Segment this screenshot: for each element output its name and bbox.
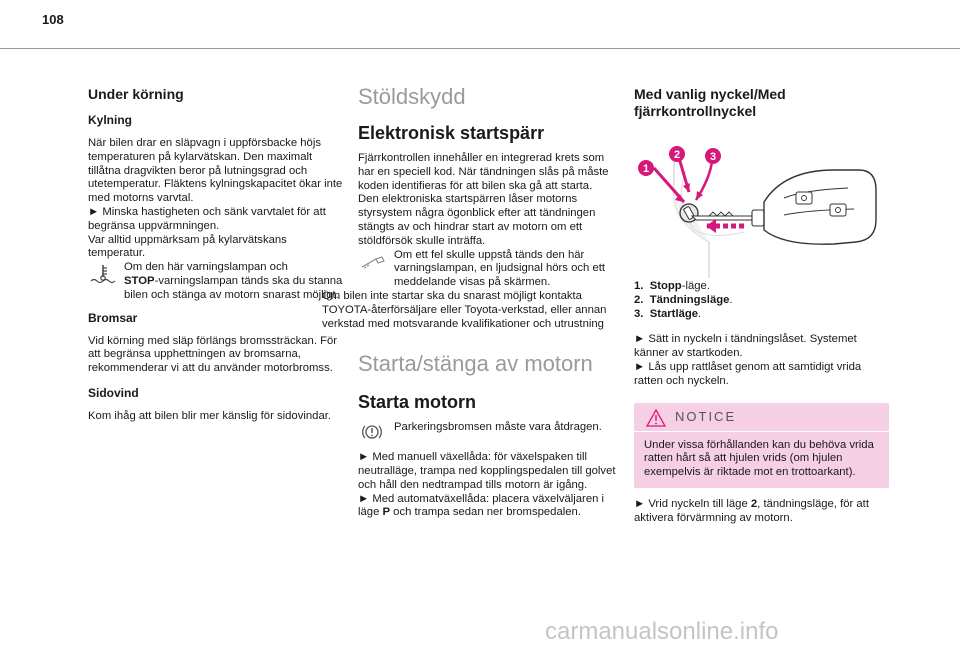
section-title-immobiliser: Elektronisk startspärr bbox=[358, 123, 545, 143]
crosswind-paragraph: Kom ihåg att bilen blir mer känslig för sidovindar. bbox=[88, 409, 331, 422]
coolant-temperature-icon bbox=[88, 263, 118, 285]
notice-title: NOTICE bbox=[675, 408, 737, 424]
subtitle-crosswind: Sidovind bbox=[88, 385, 139, 400]
ignition-key-diagram bbox=[634, 130, 884, 280]
diagram-label-2: 2 bbox=[673, 149, 681, 161]
diagram-label-1: 1 bbox=[642, 163, 650, 175]
coolant-warning-text-cont: -varningslampan tänds ska du stanna bilen och stänga av motorn snarast möjligt. bbox=[124, 274, 343, 301]
unlock-steering-text: ► Lås upp rattlåset genom att samtidigt vrida ratten och nyckeln. bbox=[634, 360, 862, 387]
column-right bbox=[634, 60, 889, 526]
watermark[interactable]: carmanualsonline.info bbox=[545, 618, 779, 645]
turn-key-b: , tändningsläge, för att aktivera förvärmning av motorn. bbox=[634, 497, 869, 524]
key-warning-icon bbox=[358, 251, 388, 273]
stop-label: STOP bbox=[124, 274, 155, 287]
warning-triangle-icon bbox=[646, 409, 666, 427]
section-title-driving: Under körning bbox=[88, 86, 184, 102]
list-item: 1. Stopp-läge. bbox=[634, 280, 710, 292]
notice-box bbox=[634, 403, 889, 488]
header-divider bbox=[0, 48, 960, 49]
chapter-title-antitheft: Stöldskydd bbox=[358, 84, 466, 109]
key-position-list bbox=[634, 280, 889, 321]
turn-key-a: ► Vrid nyckeln till läge bbox=[634, 497, 751, 510]
automatic-text-cont: och trampa sedan ner bromspedalen. bbox=[390, 506, 581, 519]
diagram-label-3: 3 bbox=[709, 151, 717, 163]
immobiliser-paragraph-2: Den elektroniska startspärren låser motorns styrsystem några ögonblick efter att tändningen stängts av och hindrar start av motorn om ett stöldförsök skulle inträffa. bbox=[358, 193, 596, 247]
automatic-text: ► Med automatväxellåda: placera växelväljaren i läge bbox=[358, 492, 605, 519]
column-middle bbox=[322, 60, 616, 520]
start-step-manual: ► Med manuell växellåda: för växelspaken till neutralläge, trampa ned kopplingspedalen till golvet och håll den nedtrampad tills motorn är igång. bbox=[358, 451, 616, 491]
column-left bbox=[88, 60, 343, 424]
section-title-start-engine: Starta motorn bbox=[358, 392, 477, 413]
immobiliser-paragraph-1: Fjärrkontrollen innehåller en integrerad krets som har en speciell kod. När tändningen slås på måste koden identifieras för att bilen ska gå att starta. bbox=[358, 152, 609, 192]
notice-header bbox=[634, 403, 889, 432]
brakes-paragraph: Vid körning med släp förlängs bromssträckan. För att begränsa upphettningen av bromsarna, rekommenderar vi att du använder motorbromss. bbox=[88, 334, 338, 375]
coolant-warning-text: Om den här varningslampan och bbox=[124, 261, 288, 274]
list-item: 2. Tändningsläge. bbox=[634, 293, 733, 306]
subtitle-brakes: Bromsar bbox=[88, 310, 138, 325]
subtitle-cooling: Kylning bbox=[88, 113, 132, 127]
chapter-title-start-stop: Starta/stänga av motorn bbox=[358, 351, 593, 377]
parking-brake-icon bbox=[358, 421, 388, 443]
cooling-instruction: ► Minska hastigheten och sänk varvtalet för att begränsa uppvärmningen. bbox=[88, 205, 326, 232]
turn-key-text bbox=[634, 498, 889, 526]
parking-brake-text: Parkeringsbromsen måste vara åtdragen. bbox=[394, 421, 602, 434]
immobiliser-paragraph-3: Om bilen inte startar ska du snarast möjligt kontakta TOYOTA-återförsäljare eller Toyota-verkstad, eller annan verkstad med motsvarande kvalifikationer och utrustning bbox=[322, 289, 607, 330]
cooling-note: Var alltid uppmärksam på kylarvätskans temperatur. bbox=[88, 233, 287, 260]
coolant-warning-row bbox=[88, 261, 343, 302]
gear-p-label: P bbox=[382, 506, 391, 519]
immobiliser-warning-row bbox=[358, 249, 616, 290]
cooling-paragraph: När bilen drar en släpvagn i uppförsbacke höjs temperaturen på kylarvätskan. Den maximalt tillåtna dragvikten beror på lutningsgrad och utetemperatur. Fläktens kylningskapacitet ökar inte med motorns varvtal. bbox=[88, 137, 343, 205]
start-step-automatic bbox=[358, 493, 616, 521]
parking-brake-row bbox=[358, 419, 616, 435]
notice-text: Under vissa förhållanden kan du behöva vrida ratten hårt så att hjulen vrids (om hjulen exempelvis är riktade mot en trottoarkant). bbox=[644, 438, 874, 479]
section-title-key: Med vanlig nyckel/Med fjärrkontrollnyckel bbox=[634, 86, 786, 119]
position-2-label: 2 bbox=[750, 497, 758, 510]
insert-key-text: ► Sätt in nyckeln i tändningslåset. Systemet känner av startkoden. bbox=[634, 333, 857, 360]
page-number: 108 bbox=[42, 12, 64, 27]
immobiliser-warning-text: Om ett fel skulle uppstå tänds den här varningslampan, en ljudsignal hörs och ett meddelande visas på skärmen. bbox=[394, 248, 606, 289]
list-item: 3. Startläge. bbox=[634, 307, 702, 320]
